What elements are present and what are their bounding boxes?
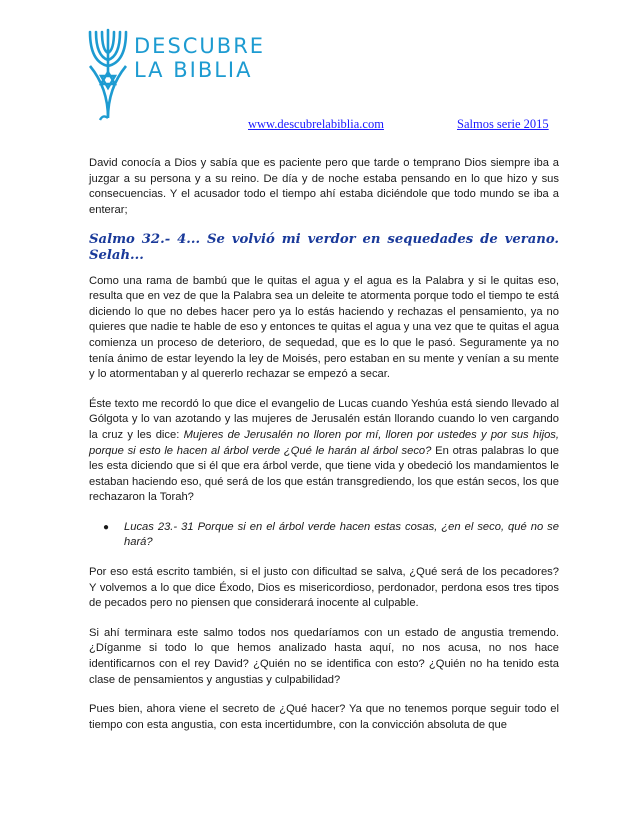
header (0, 117, 638, 133)
logo-text (134, 34, 265, 82)
bullet-text: Lucas 23.- 31 Porque si en el árbol verde hacen estas cosas, ¿en el seco, qué no se hará? (124, 520, 559, 549)
paragraph-3-quote: Mujeres de Jerusalén no lloren por mí, lloren por ustedes y por sus hijos, porque si esto le hacen al árbol verde ¿Qué le harán al árbol seco? (89, 428, 559, 457)
paragraph-6: Pues bien, ahora viene el secreto de ¿Qué hacer? Ya que no tenemos porque seguir todo el tiempo con esta angustia, con esta incertidumbre, con la convicción absoluta de que (89, 703, 559, 731)
series-label[interactable]: Salmos serie 2015 (457, 117, 549, 131)
site-link[interactable]: www.descubrelabiblia.com (248, 117, 384, 131)
paragraph-4: Por eso está escrito también, si el justo con dificultad se salva, ¿Qué será de los pecadores? Y volvemos a lo que dice Éxodo, Dios es misericordioso, perdonador, perdona esos tres tipos de pecados pero no piensen que considerará inocente al culpable. (89, 566, 559, 610)
paragraph-2: Como una rama de bambú que le quitas el agua y el agua es la Palabra y si le quitas eso, resulta que en vez de que la Palabra sea un deleite te atormenta porque todo el tiempo te está diciendo lo que no debes hacer pero ya lo estás haciendo y rechazas el pensamiento, ya no quieres que nadie te hable de eso y entonces te quitas el agua y una vez que te quitas el agua comienza un proceso de deterioro, de sequedad, que es lo que le pasó. Seguramente ya no tenía ánimo de estar leyendo la ley de Moisés, pero estaban en su mente y venían a su mente y lo atormentaban y al quererlo rechazar se empezó a secar. (89, 274, 559, 381)
paragraph-3-rest: En otras palabras lo que les esta diciendo que si él que era árbol verde, que tiene vida y obedeció los mandamientos le estaban haciendo eso, qué será de los que están transgrediendo, los que están secos, los que rechazaron la Torah? (89, 444, 559, 504)
bullet-dot-icon: ● (103, 521, 110, 533)
paragraph-5: Si ahí terminara este salmo todos nos quedaríamos con un estado de angustia tremendo. ¿Díganme si todo lo que hemos analizado hasta aquí, no nos acusa, no nos hace identificarnos con el rey David? ¿Quién no se identifica con esto? ¿Quién no ha tenido esta clase de pensamientos y angustias y culpabilidad? (89, 626, 559, 686)
bullet-item (89, 520, 559, 551)
document-body (89, 156, 559, 747)
section-title: Salmo 32.- 4... Se volvió mi verdor en sequedades de verano. Selah... (89, 232, 559, 263)
logo-line-1: DESCUBRE (134, 34, 266, 58)
logo (82, 22, 266, 122)
paragraph-1: David conocía a Dios y sabía que es paciente pero que tarde o temprano Dios siempre iba a juzgar a su persona y a su reino. De día y de noche estaba pensando en lo que hizo y sus consecuencias. Y el acusador todo el tiempo ahí estaba diciéndole que todo mundo se iba a enterar; (89, 157, 559, 216)
logo-line-2: LA BIBLIA (134, 58, 253, 82)
paragraph-3 (89, 397, 559, 506)
menorah-fish-icon (82, 22, 134, 122)
paragraph-3-intro: Éste texto me recordó lo que dice el evangelio de Lucas cuando Yeshúa está siendo llevado al Gólgota y lo van azotando y las mujeres de Jerusalén están llorando cuando lo ven cargando la cruz y les dice: (89, 397, 559, 441)
